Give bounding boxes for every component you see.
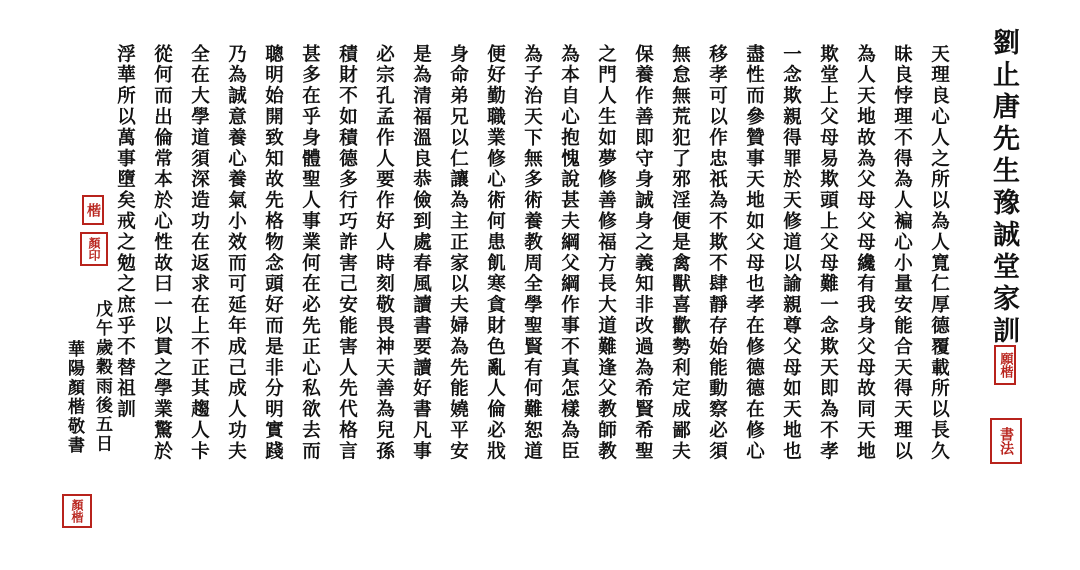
title-seal-bottom xyxy=(990,418,1022,464)
signature-seal xyxy=(62,494,92,528)
title-seal-bottom-text: 書法 xyxy=(998,427,1014,455)
text-column: 天理良心人之所以為人寬仁厚德覆載所以長久 xyxy=(928,44,950,462)
text-column: 為人天地故為父母父母纔有我身父母故同天地 xyxy=(854,44,876,462)
text-column: 欺堂上父母易欺頭上父母難一念欺天即為不孝 xyxy=(817,44,839,462)
text-column: 之門人生如夢修善修福方長大道難逢父教師教 xyxy=(595,44,617,462)
text-column: 為子治天下無多術養教周全學聖賢有何難恕道 xyxy=(521,44,543,462)
left-seal-upper xyxy=(82,195,104,225)
text-column: 昧良悖理不得為人褊心小量安能合天得天理以 xyxy=(891,44,913,462)
left-seal-lower-text: 顏印 xyxy=(87,237,101,261)
left-seal-lower xyxy=(80,232,108,266)
text-column: 一念欺親得罪於天修道以諭親尊父母如天地也 xyxy=(780,44,802,462)
text-column: 無怠無荒犯了邪淫便是禽獸喜歡勢利定成鄙夫 xyxy=(669,44,691,462)
left-seal-upper-text: 楷 xyxy=(85,203,101,217)
text-column: 甚多在乎身體聖人事業何在必先正心私欲去而 xyxy=(299,44,321,462)
text-column: 聰明始開致知故先格物念頭好而是非分明實踐 xyxy=(262,44,284,462)
text-column: 身命弟兄以仁讓為主正家以夫婦為先能嬈平安 xyxy=(447,44,469,462)
signature-seal-text: 顏楷 xyxy=(70,499,84,523)
text-column: 乃為誠意養心養氣小效而可延年成己成人功夫 xyxy=(225,44,247,462)
text-column: 從何而出倫常本於心性故曰一以貫之學業驚於 xyxy=(151,44,173,462)
text-column: 積財不如積德多行巧詐害己安能害人先代格言 xyxy=(336,44,358,462)
title-seal-top xyxy=(994,345,1016,385)
text-column: 保養作善即守身誠身之義知非改過為希賢希聖 xyxy=(632,44,654,462)
text-column: 浮華所以萬事墮矣戒之勉之庶乎不替祖訓 xyxy=(114,44,136,421)
text-column: 便好勤職業修心術何患飢寒貪財色亂人倫必戕 xyxy=(484,44,506,462)
text-column: 是為清福溫良恭儉到處春風讀書要讀好書凡事 xyxy=(410,44,432,462)
text-column: 移孝可以作忠祇為不欺不肆靜存始能動察必須 xyxy=(706,44,728,462)
signature-author: 華陽顏楷敬書 xyxy=(64,340,84,456)
text-column: 盡性而參贊事天地如父母也孝在修德德在修心 xyxy=(743,44,765,462)
text-column: 必宗孔孟作人要作好人時刻敬畏神天善為兒孫 xyxy=(373,44,395,462)
text-column: 全在大學道須深造功在返求在上不正其趨人卡 xyxy=(188,44,210,462)
title-seal-top-text: 願楷 xyxy=(997,352,1013,378)
scroll-title: 劉止唐先生豫誠堂家訓 xyxy=(988,28,1019,348)
text-column: 為本自心抱愧說甚夫綱父綱作事不真怎樣為臣 xyxy=(558,44,580,462)
signature-date: 戊午歲穀雨後五日 xyxy=(92,300,112,454)
